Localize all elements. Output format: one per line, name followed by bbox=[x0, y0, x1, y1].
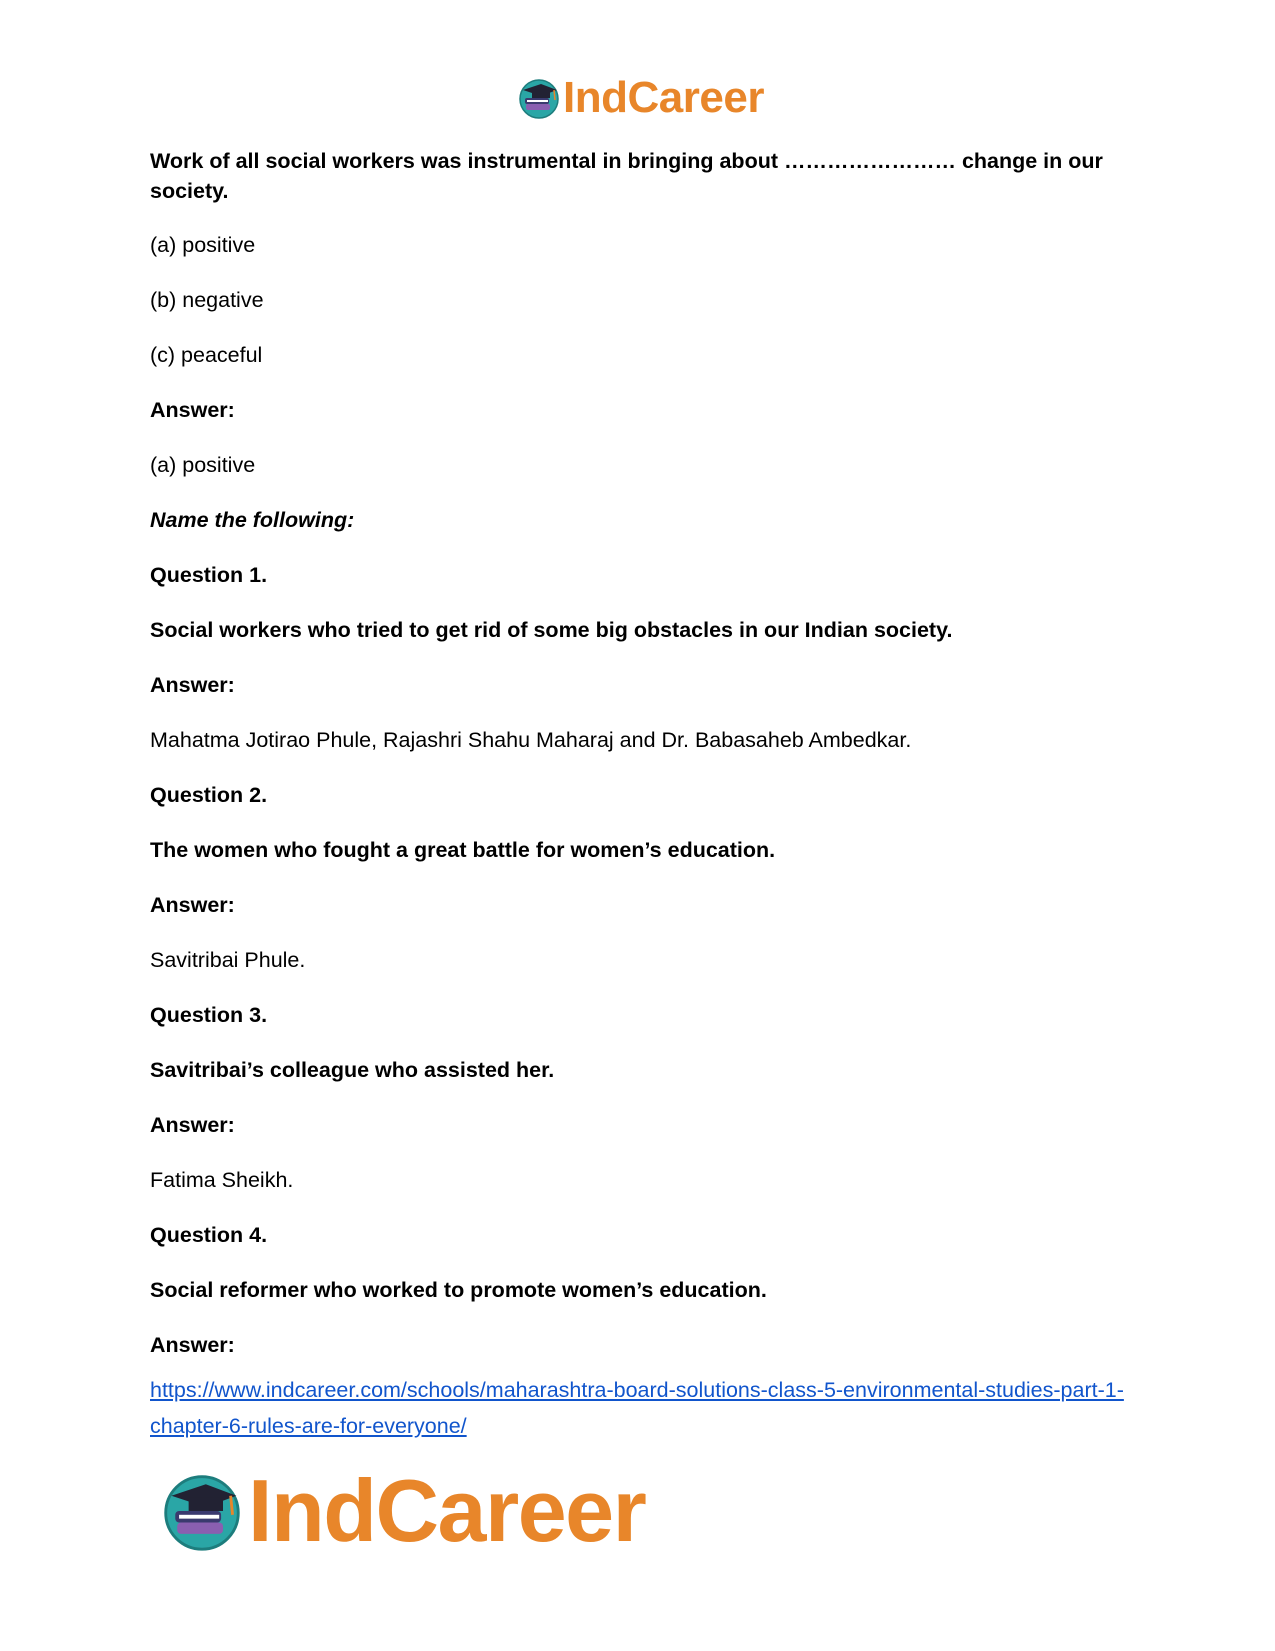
source-link[interactable]: https://www.indcareer.com/schools/maharashtra-board-solutions-class-5-environmental-studies-part-1-chapter-6-rules-are-for-everyone/ bbox=[150, 1378, 1124, 1438]
answer-label: Answer: bbox=[150, 1333, 235, 1357]
header-logo bbox=[0, 73, 1275, 122]
logo-text: IndCareer bbox=[563, 73, 764, 122]
answer-label: Answer: bbox=[150, 1113, 235, 1137]
answer-text: Mahatma Jotirao Phule, Rajashri Shahu Maharaj and Dr. Babasaheb Ambedkar. bbox=[150, 728, 912, 752]
answer-label: Answer: bbox=[150, 893, 235, 917]
question-label: Question 3. bbox=[150, 1003, 268, 1027]
question-label: Question 4. bbox=[150, 1223, 268, 1247]
option-a: (a) positive bbox=[150, 233, 256, 257]
footer-logo bbox=[160, 1461, 646, 1560]
section-heading: Name the following: bbox=[150, 508, 355, 532]
question-label: Question 2. bbox=[150, 783, 268, 807]
answer-label: Answer: bbox=[150, 673, 235, 697]
answer-label: Answer: bbox=[150, 398, 235, 422]
logo-text: IndCareer bbox=[248, 1461, 646, 1560]
answer-text: Savitribai Phule. bbox=[150, 948, 306, 972]
question-text: Savitribai’s colleague who assisted her. bbox=[150, 1058, 555, 1082]
question-text: Social workers who tried to get rid of some big obstacles in our Indian society. bbox=[150, 618, 953, 642]
graduation-cap-books-icon bbox=[160, 1469, 244, 1553]
option-b: (b) negative bbox=[150, 288, 264, 312]
question-intro: Work of all social workers was instrumental in bringing about …………………… change in our society. bbox=[150, 149, 1103, 203]
answer-text: Fatima Sheikh. bbox=[150, 1168, 294, 1192]
question-text: Social reformer who worked to promote women’s education. bbox=[150, 1278, 767, 1302]
option-c: (c) peaceful bbox=[150, 343, 263, 367]
graduation-cap-books-icon bbox=[517, 76, 561, 120]
question-text: The women who fought a great battle for women’s education. bbox=[150, 838, 776, 862]
logo bbox=[517, 73, 764, 122]
answer-value: (a) positive bbox=[150, 453, 256, 477]
document-content bbox=[150, 146, 1130, 1444]
question-label: Question 1. bbox=[150, 563, 268, 587]
